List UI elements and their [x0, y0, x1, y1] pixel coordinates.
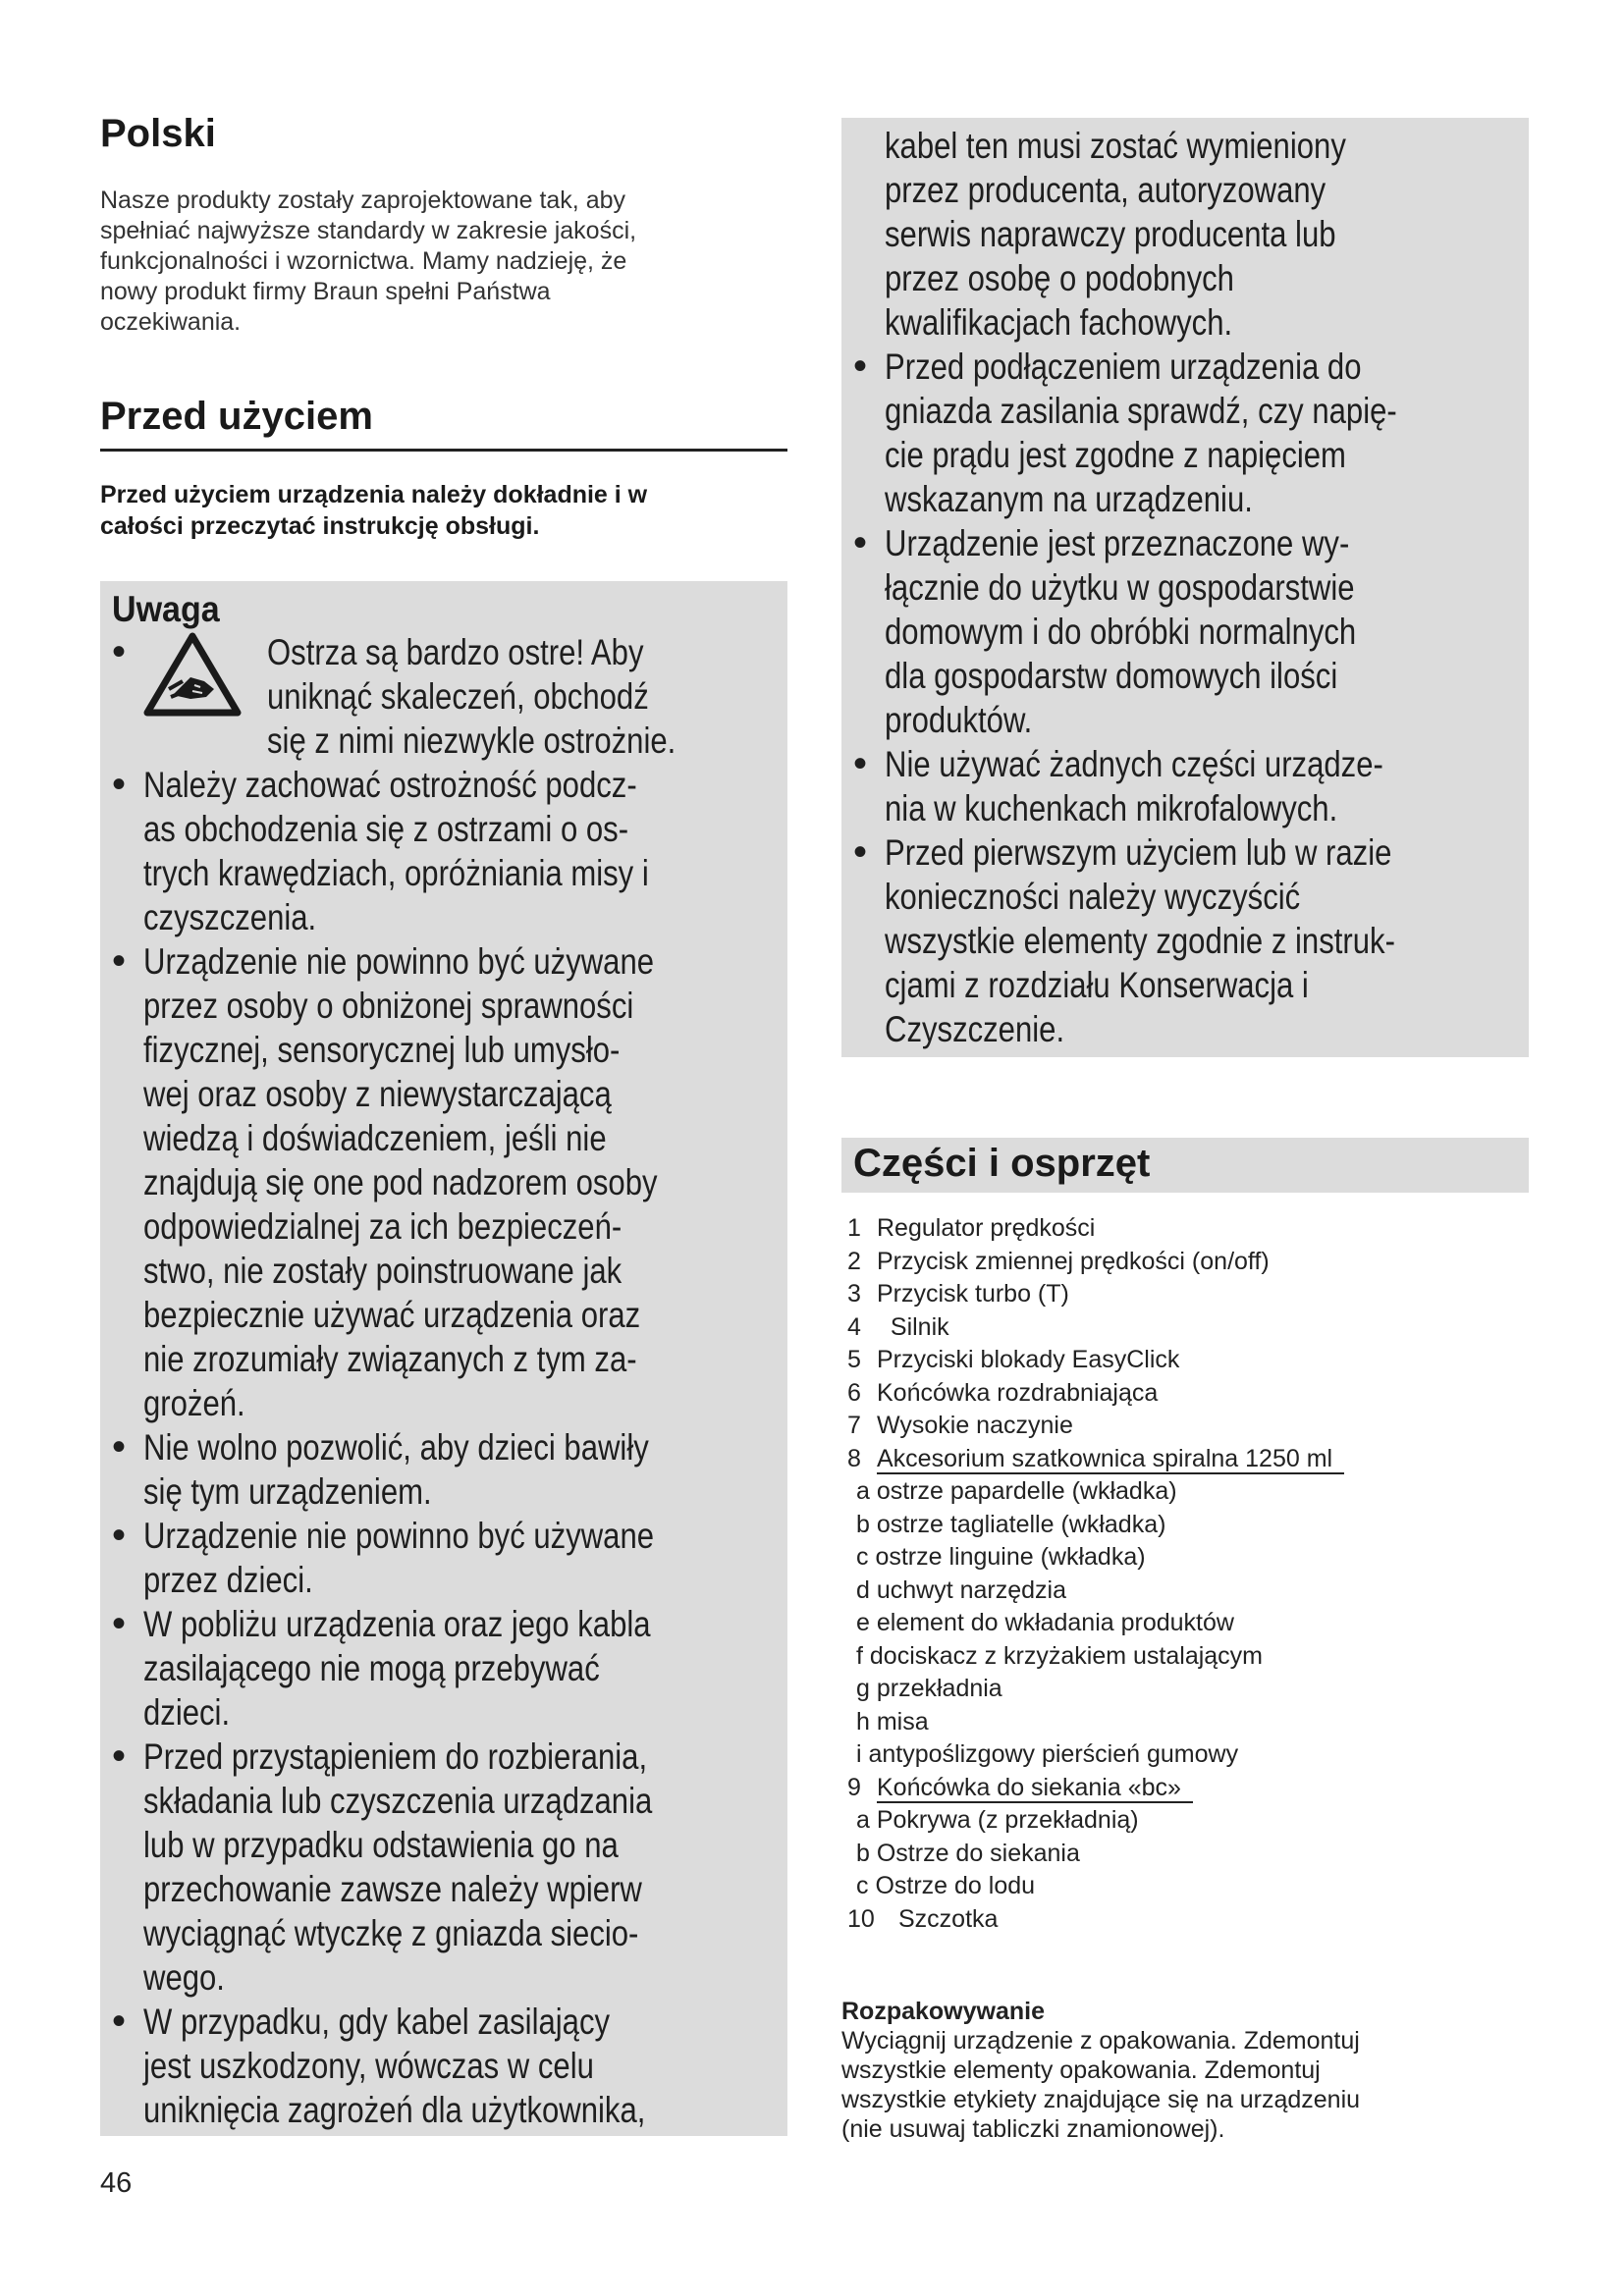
list-item — [841, 521, 1529, 742]
section-title-before-use: Przed użyciem — [100, 395, 787, 452]
sub-part-row: b Ostrze do siekania — [856, 1839, 1080, 1867]
warning-list — [100, 763, 787, 2132]
warning-box-continued — [841, 118, 1529, 1057]
list-item — [100, 1735, 787, 2000]
list-item — [100, 2000, 787, 2132]
part-label: Szczotka — [898, 1904, 999, 1933]
text-line: wej oraz osoby z niewystarczającą — [143, 1074, 612, 1114]
text-line: bezpiecznie używać urządzenia oraz — [143, 1295, 641, 1335]
text-line: przechowanie zawsze należy wpierw — [143, 1869, 642, 1909]
sub-part-row: d uchwyt narzędzia — [856, 1575, 1067, 1604]
sub-part-row: c ostrze linguine (wkładka) — [856, 1543, 1146, 1571]
part-row — [841, 1344, 1529, 1377]
part-number: 2 — [847, 1247, 861, 1275]
bullet: • — [112, 630, 127, 673]
list-item — [100, 1602, 787, 1735]
sub-part-row: h misa — [856, 1707, 929, 1735]
warning-title: Uwaga — [112, 589, 220, 629]
text-line: uniknięcia zagrożeń dla użytkownika, — [143, 2090, 646, 2130]
part-label: Regulator prędkości — [877, 1214, 1096, 1242]
text-line: • Przed podłączeniem urządzenia do — [885, 347, 1362, 387]
part-number: 7 — [847, 1412, 861, 1439]
text-line: • Urządzenie jest przeznaczone wy- — [885, 523, 1350, 563]
text-line: się tym urządzeniem. — [143, 1471, 432, 1512]
text-line: cjami z rozdziału Konserwacja i — [885, 965, 1309, 1005]
intro-line: spełniać najwyższe standardy w zakresie jakości, — [100, 217, 637, 244]
text-line: Czyszczenie. — [885, 1009, 1065, 1049]
parts-title: Części i osprzęt — [853, 1142, 1151, 1185]
warning-box — [100, 581, 787, 2136]
text-line: przez producenta, autoryzowany — [885, 170, 1326, 210]
text-line: wiedzą i doświadczeniem, jeśli nie — [143, 1118, 607, 1158]
unpacking-line: wszystkie elementy opakowania. Zdemontuj — [841, 2056, 1321, 2084]
part-label: Akcesorium szatkownica spiralna 1250 ml — [877, 1445, 1344, 1474]
text-line: domowym i do obróbki normalnych — [885, 612, 1357, 652]
sub-part-row: e element do wkładania produktów — [856, 1609, 1234, 1636]
text-line: lub w przypadku odstawienia go na — [143, 1825, 619, 1865]
page-number: 46 — [100, 2167, 133, 2199]
part-number: 4 — [847, 1312, 861, 1341]
sub-part-row: f dociskacz z krzyżakiem ustalającym — [856, 1641, 1264, 1670]
warning-list-continued — [841, 345, 1529, 1051]
text-line: kwalifikacjach fachowych. — [885, 302, 1233, 343]
text-line: uniknąć skaleczeń, obchodź — [267, 676, 649, 717]
text-line: wyciągnąć wtyczkę z gniazda siecio- — [143, 1913, 639, 1953]
language-title: Polski — [100, 112, 216, 155]
intro-line: Nasze produkty zostały zaprojektowane tak, aby — [100, 187, 625, 214]
text-line: trych krawędziach, opróżniania misy i — [143, 853, 649, 893]
part-row — [841, 1377, 1529, 1411]
list-item — [100, 939, 787, 1425]
part-number: 9 — [847, 1773, 861, 1801]
list-item — [841, 830, 1529, 1051]
warning-first-item — [100, 630, 787, 763]
list-item — [100, 763, 787, 939]
intro-line: oczekiwania. — [100, 308, 242, 336]
parts-list — [841, 1212, 1529, 1936]
parts-title-box — [841, 1138, 1529, 1193]
intro-text — [100, 186, 778, 338]
intro-line: funkcjonalności i wzornictwa. Mamy nadzieję, że — [100, 247, 627, 275]
part-number: 5 — [847, 1346, 861, 1373]
sub-part-row: c Ostrze do lodu — [856, 1872, 1036, 1899]
text-line: • Nie używać żadnych części urządze- — [885, 744, 1383, 784]
text-line: • Urządzenie nie powinno być używane — [143, 1516, 655, 1556]
part-label: Silnik — [877, 1312, 949, 1341]
text-line: konieczności należy wyczyścić — [885, 877, 1301, 917]
part-row — [841, 1278, 1529, 1311]
text-line: zasilającego nie mogą przebywać — [143, 1648, 600, 1688]
left-column — [100, 98, 787, 2136]
part-label: Przyciski blokady EasyClick — [877, 1346, 1180, 1373]
part-row — [841, 1410, 1529, 1443]
text-line: wszystkie elementy zgodnie z instruk- — [885, 921, 1395, 961]
list-item — [100, 1514, 787, 1602]
text-line: produktów. — [885, 700, 1033, 740]
text-line: dzieci. — [143, 1692, 231, 1733]
text-line: grożeń. — [143, 1383, 245, 1423]
text-line: wskazanym na urządzeniu. — [885, 479, 1253, 519]
text-line: fizycznej, sensorycznej lub umysło- — [143, 1030, 621, 1070]
warning-first-text — [267, 630, 754, 763]
part-label: Wysokie naczynie — [877, 1412, 1073, 1439]
intro-line: nowy produkt firmy Braun spełni Państwa — [100, 278, 551, 305]
sub-part-row: a ostrze papardelle (wkładka) — [856, 1477, 1177, 1505]
text-line: • Należy zachować ostrożność podcz- — [143, 765, 637, 805]
sub-part-row: a Pokrywa (z przekładnią) — [856, 1806, 1139, 1834]
text-line: serwis naprawczy producenta lub — [885, 214, 1336, 254]
list-item — [100, 1425, 787, 1514]
text-line: cie prądu jest zgodne z napięciem — [885, 435, 1346, 475]
text-line: Ostrza są bardzo ostre! Aby — [267, 632, 644, 672]
text-line: • Przed pierwszym użyciem lub w razie — [885, 832, 1392, 873]
text-line: przez osoby o obniżonej sprawności — [143, 986, 634, 1026]
text-line: • W przypadku, gdy kabel zasilający — [143, 2002, 611, 2042]
part-row — [841, 1903, 1529, 1937]
read-instructions-note — [100, 479, 787, 542]
sub-part-row: i antypoślizgowy pierścień gumowy — [856, 1740, 1239, 1768]
part-label: Końcówka do siekania «bc» — [877, 1774, 1193, 1803]
list-item — [100, 630, 787, 763]
part-row — [841, 1443, 1529, 1476]
part-row — [841, 1311, 1529, 1345]
text-line: wego. — [143, 1957, 225, 1998]
text-line: kabel ten musi zostać wymieniony — [885, 126, 1346, 166]
text-line: się z nimi niezwykle ostrożnie. — [267, 721, 677, 761]
text-line: • W pobliżu urządzenia oraz jego kabla — [143, 1604, 651, 1644]
part-row — [841, 1246, 1529, 1279]
unpacking-section — [841, 1997, 1529, 2144]
text-line: nie zrozumiały związanych z tym za- — [143, 1339, 637, 1379]
continued-text — [841, 124, 1529, 345]
text-line: odpowiedzialnej za ich bezpieczeń- — [143, 1206, 623, 1247]
part-number: 3 — [847, 1280, 861, 1308]
text-line: nia w kuchenkach mikrofalowych. — [885, 788, 1338, 828]
text-line: • Urządzenie nie powinno być używane — [143, 941, 655, 982]
part-label: Końcówka rozdrabniająca — [877, 1378, 1159, 1407]
text-line: • Nie wolno pozwolić, aby dzieci bawiły — [143, 1427, 649, 1468]
text-line: znajdują się one pod nadzorem osoby — [143, 1162, 658, 1202]
text-line: przez dzieci. — [143, 1560, 313, 1600]
part-number: 6 — [847, 1378, 861, 1407]
text-line: • Przed przystąpieniem do rozbierania, — [143, 1736, 648, 1777]
unpacking-line: Wyciągnij urządzenie z opakowania. Zdemontuj — [841, 2027, 1360, 2055]
part-row — [841, 1772, 1529, 1805]
unpacking-line: wszystkie etykiety znajdujące się na urządzeniu — [841, 2086, 1361, 2113]
part-label: Przycisk zmiennej prędkości (on/off) — [877, 1247, 1270, 1275]
unpacking-line: (nie usuwaj tabliczki znamionowej). — [841, 2115, 1225, 2143]
note-line: Przed użyciem urządzenia należy dokładnie i w — [100, 481, 648, 508]
part-row — [841, 1212, 1529, 1246]
note-line: całości przeczytać instrukcję obsługi. — [100, 512, 540, 540]
part-number: 10 — [847, 1904, 875, 1933]
list-item — [841, 345, 1529, 521]
text-line: gniazda zasilania sprawdź, czy napię- — [885, 391, 1397, 431]
part-number: 8 — [847, 1444, 861, 1472]
text-line: czyszczenia. — [143, 897, 317, 937]
sharp-blade-warning-icon — [143, 632, 242, 717]
text-line: dla gospodarstw domowych ilości — [885, 656, 1338, 696]
unpacking-title: Rozpakowywanie — [841, 1998, 1045, 2025]
text-line: stwo, nie zostały poinstruowane jak — [143, 1251, 623, 1291]
sub-part-row: b ostrze tagliatelle (wkładka) — [856, 1510, 1166, 1538]
text-line: składania lub czyszczenia urządzania — [143, 1781, 653, 1821]
text-line: as obchodzenia się z ostrzami o os- — [143, 809, 629, 849]
list-item — [841, 742, 1529, 830]
text-line: przez osobę o podobnych — [885, 258, 1234, 298]
part-number: 1 — [847, 1214, 861, 1242]
text-line: łącznie do użytku w gospodarstwie — [885, 567, 1355, 608]
right-column — [841, 118, 1529, 2144]
part-label: Przycisk turbo (T) — [877, 1280, 1069, 1308]
sub-part-row: g przekładnia — [856, 1675, 1002, 1702]
text-line: jest uszkodzony, wówczas w celu — [143, 2046, 594, 2086]
